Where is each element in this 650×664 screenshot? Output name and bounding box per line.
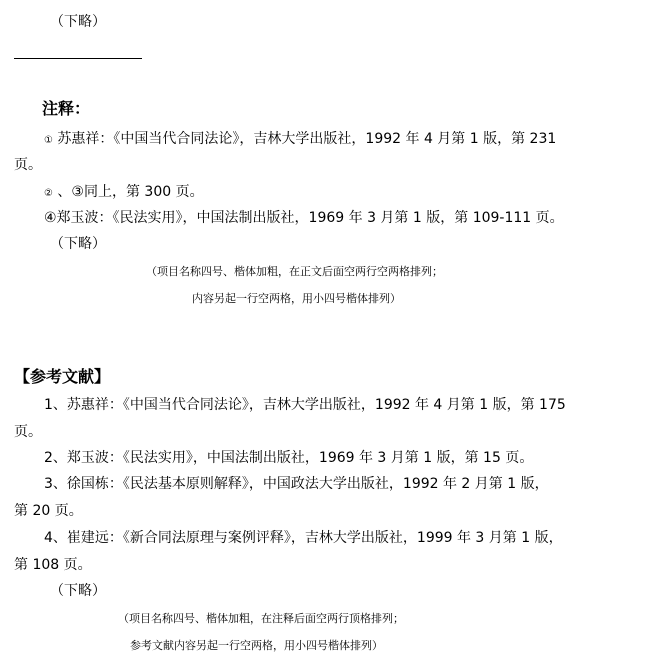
reference-item-3-cont: 第 20 页。 — [14, 503, 83, 519]
reference-item-4-cont: 第 108 页。 — [14, 557, 92, 573]
top-omitted-text: （下略） — [50, 14, 106, 30]
reference-item-4: 4、崔建远：《新合同法原理与案例评释》，吉林大学出版社，1999 年 3 月第 1 版， — [44, 530, 563, 546]
notes-omitted-text: （下略） — [50, 236, 106, 252]
note-marker-2: ② — [44, 188, 53, 199]
notes-instruction-2: 内容另起一行空两格，用小四号楷体排列） — [192, 292, 401, 305]
note-item-1-cont: 页。 — [14, 157, 42, 173]
note-item-4: ④郑玉波：《民法实用》，中国法制出版社，1969 年 3 月第 1 版，第 109-111 页。 — [44, 210, 564, 226]
note-item-2 — [44, 183, 204, 203]
footnote-divider — [14, 58, 142, 59]
note-text-2: 、③同上，第 300 页。 — [52, 184, 204, 200]
reference-item-1: 1、苏惠祥：《中国当代合同法论》，吉林大学出版社，1992 年 4 月第 1 版，第 175 — [44, 397, 566, 413]
references-omitted-text: （下略） — [50, 583, 106, 599]
references-instruction-1: （项目名称四号、楷体加粗，在注释后面空两行顶格排列； — [118, 612, 404, 625]
reference-item-3: 3、徐国栋：《民法基本原则解释》，中国政法大学出版社，1992 年 2 月第 1 版， — [44, 476, 549, 492]
note-item-1 — [44, 130, 556, 150]
references-heading: 【参考文献】 — [14, 367, 111, 386]
notes-instruction-1: （项目名称四号、楷体加粗，在正文后面空两行空两格排列； — [146, 265, 443, 278]
note-marker-1: ① — [44, 135, 53, 146]
reference-item-1-cont: 页。 — [14, 424, 42, 440]
note-text-1: 苏惠祥：《中国当代合同法论》，吉林大学出版社，1992 年 4 月第 1 版，第 231 — [52, 131, 557, 147]
notes-heading: 注释： — [42, 99, 91, 118]
references-instruction-2: 参考文献内容另起一行空两格，用小四号楷体排列） — [130, 639, 383, 652]
reference-item-2: 2、郑玉波：《民法实用》，中国法制出版社，1969 年 3 月第 1 版，第 15 页。 — [44, 450, 534, 466]
